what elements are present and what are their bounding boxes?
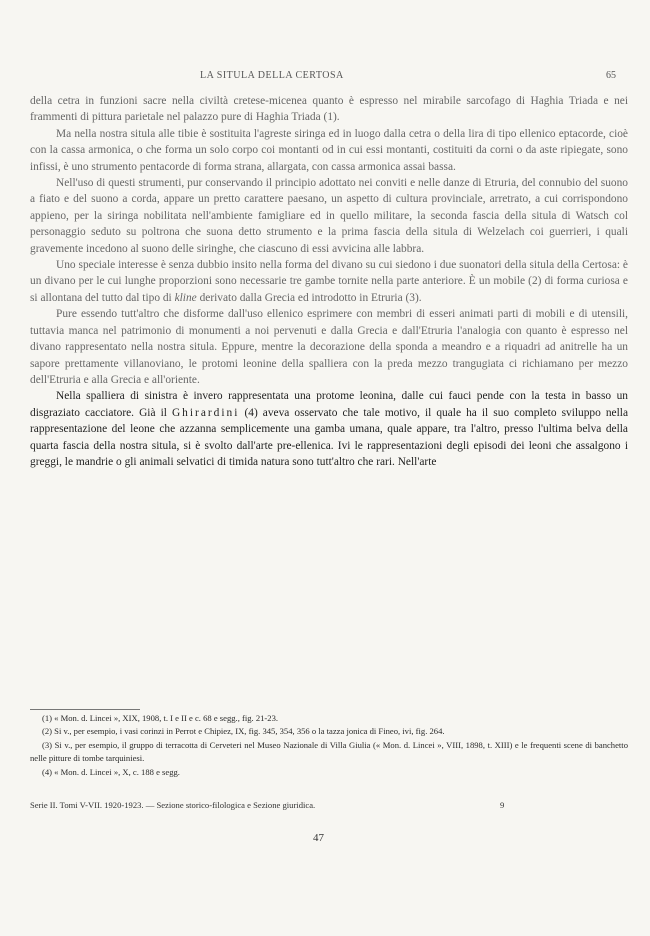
author-name-ghirardini: Ghirardini: [171, 406, 240, 419]
paragraph-3: Nell'uso di questi strumenti, pur conservando il principio adottato nei conviti e nelle danze di Etruria, del connubio del suono a fiato e del suono a corda, appare un pretto carattere paesano, un aspetto di cultura provinciale, arretrato, a cui corrispondono appieno, per la siringa nobilitata nell'ambiente famigliare ed in quello militare, la seconda fascia della situla di Watsch col personaggio seduto su poltrona che suona detto strumento e la prima fascia della situla di Welzelach coi guerrieri, i quali gravemente incedono al suono delle siringhe, che ciascuno di essi avvicina alle labbra.: [30, 177, 628, 255]
running-title: LA SITULA DELLA CERTOSA: [200, 70, 344, 81]
paragraph-4-text-b: derivato dalla Grecia ed introdotto in Etruria (3).: [196, 291, 422, 304]
footnotes: [30, 712, 628, 779]
series-line: [30, 800, 628, 810]
signature-mark: 9: [500, 800, 505, 810]
paragraph-4-text-a: Uno speciale interesse è senza dubbio insito nella forma del divano su cui siedono i due suonatori della situla della Certosa: è un divano per le cui lunghe proporzioni sono necessarie tre gambe tornite nella parte anteriore. È un mobile (2) di forma curiosa e si allontana del tutto dal tipo di: [30, 259, 628, 304]
paragraph-1: della cetra in funzioni sacre nella civiltà cretese-micenea quanto è espresso nel mirabile sarcofago di Haghia Triada e nei frammenti di pittura parietale nel palazzo pure di Haghia Triada (1).: [30, 95, 628, 124]
paragraph-6: [30, 388, 628, 470]
kline-term: kline: [174, 291, 197, 304]
body-text: [30, 93, 628, 470]
footnote-1: (1) « Mon. d. Lincei », XIX, 1908, t. I e II e c. 68 e segg., fig. 21-23.: [42, 713, 279, 723]
footnote-2: (2) Si v., per esempio, i vasi corinzi in Perrot e Chipiez, IX, fig. 345, 354, 356 o la tazza jonica di Fineo, ivi, fig. 264.: [42, 726, 445, 737]
series-text: Serie II. Tomi V-VII. 1920-1923. — Sezione storico-filologica e Sezione giuridica.: [30, 800, 316, 810]
footnote-rule: [30, 709, 140, 710]
footnote-4: (4) « Mon. d. Lincei », X, c. 188 e segg.: [42, 766, 180, 777]
paragraph-5: Pure essendo tutt'altro che disforme dall'uso ellenico esprimere con membri di esseri animati parti di mobili e di utensili, tuttavia manca nel patrimonio di monumenti a noi pervenuti e dalla Grecia e dall'Etruria l'analogia con quanto è espresso nel divano rappresentato nella nostra situla. Eppure, mentre la decorazione della sponda a meandro e a riquadri ad anitrelle ha un sapore prettamente villanoviano, le protomi leonine della spalliera con la preda mezzo trangugiata ci richiamano per mezzo dell'Etruria e alla Grecia e all'oriente.: [30, 308, 628, 386]
page-number-bottom: 47: [313, 832, 324, 844]
paragraph-6-text-b: (4) aveva osservato che tale motivo, il quale ha il suo completo sviluppo nella rappresentazione del leone che azzanna semplicemente una gamba umana, quale appare, tra l'altro, presso l'ultima belva della quarta fascia della nostra situla, si è svolto dall'arte pre-ellenica. Ivi le rappresentazioni degli episodi dei leoni che assalgono i greggi, le mandrie o gli animali selvatici di timida natura sono tutt'altro che rari. Nell'arte: [30, 406, 628, 468]
page-number-top: 65: [606, 70, 616, 81]
footnote-3: (3) Si v., per esempio, il gruppo di terracotta di Cerveteri nel Museo Nazionale di Villa Giulia (« Mon. d. Lincei », VIII, 1898, t. XIII) e le frequenti scene di banchetto nelle pitture di tombe tarquiniesi.: [30, 739, 628, 764]
paragraph-6-text-a: Nella spalliera di sinistra è invero rappresentata una protome leonina, dalle cui fauci pende con la testa in basso un disgraziato cacciatore. Già il: [30, 390, 628, 419]
paragraph-4: [30, 257, 628, 306]
paragraph-2: Ma nella nostra situla alle tibie è sostituita l'agreste siringa ed in luogo dalla cetra o della lira di tipo ellenico eptacorde, cioè con la cassa armonica, o che forma un solo corpo coi montanti od in cui essi montanti, costituiti da corni o da aste ripiegate, sono infissi, è uno strumento pentacorde di forma strana, allargata, con cassa armonica assai bassa.: [30, 127, 628, 173]
